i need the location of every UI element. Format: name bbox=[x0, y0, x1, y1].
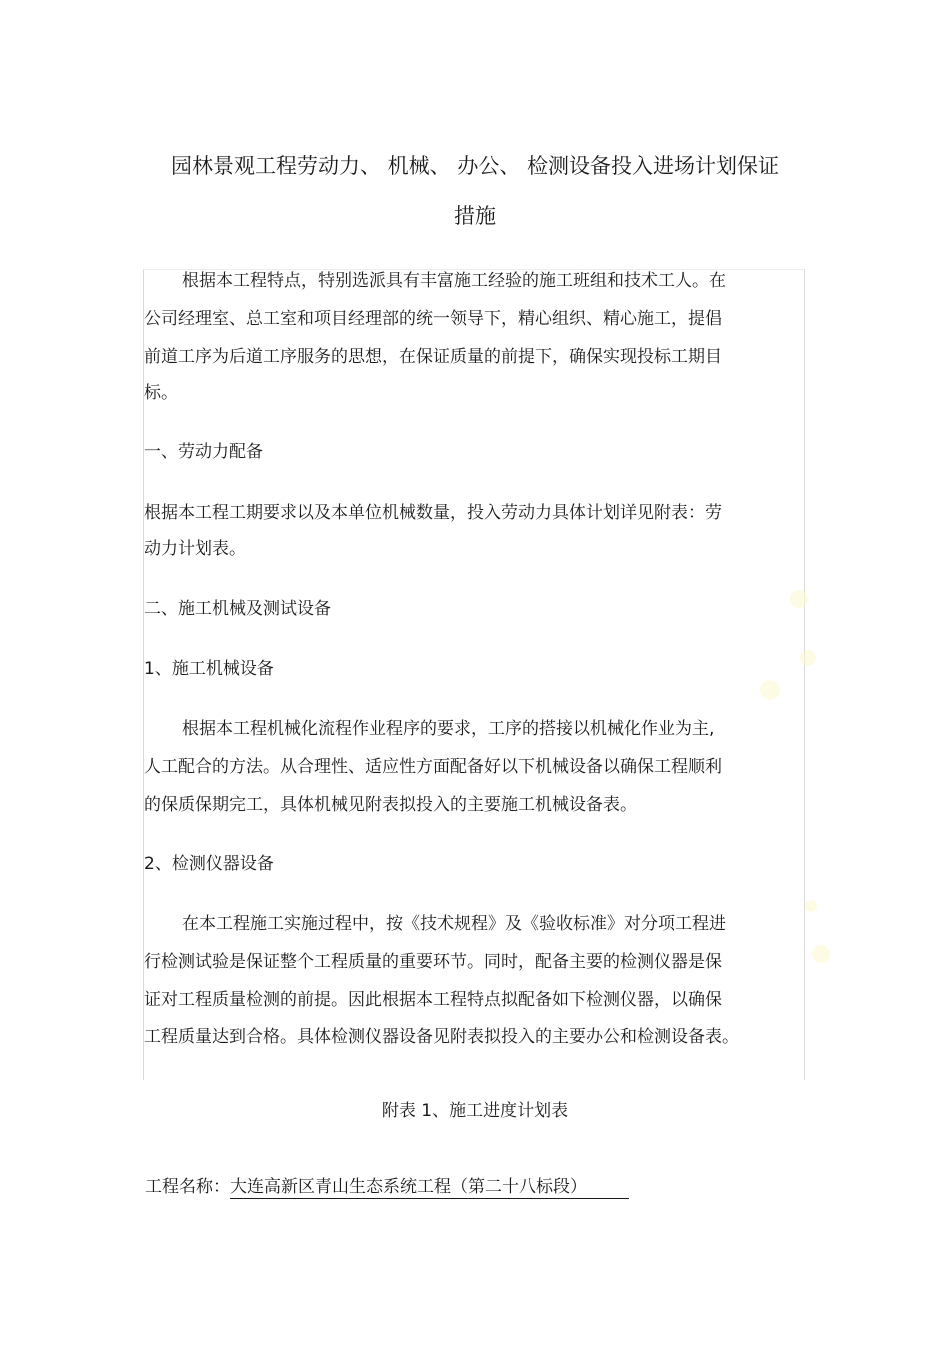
paragraph-line: 行检测试验是保证整个工程质量的重要环节。同时，配备主要的检测仪器是保 bbox=[144, 952, 722, 972]
paragraph-line: 根据本工程特点，特别选派具有丰富施工经验的施工班组和技术工人。在 bbox=[182, 271, 726, 291]
paragraph-line: 证对工程质量检测的前提。因此根据本工程特点拟配备如下检测仪器，以确保 bbox=[144, 990, 722, 1010]
paragraph-line: 公司经理室、总工室和项目经理部的统一领导下，精心组织、精心施工，提倡 bbox=[144, 309, 722, 329]
subsection-heading-machinery: 1、施工机械设备 bbox=[144, 659, 274, 679]
scan-glare bbox=[800, 650, 816, 666]
paragraph-line: 工程质量达到合格。具体检测仪器设备见附表拟投入的主要办公和检测设备表。 bbox=[144, 1027, 739, 1047]
document-title-line-1: 园林景观工程劳动力、 机械、 办公、 检测设备投入进场计划保证 bbox=[170, 154, 780, 178]
paragraph-line: 标。 bbox=[144, 383, 178, 403]
paragraph-line: 动力计划表。 bbox=[144, 539, 246, 559]
project-name-value: 大连高新区青山生态系统工程（第二十八标段） bbox=[230, 1176, 629, 1199]
appendix-title: 附表 1、施工进度计划表 bbox=[381, 1101, 569, 1121]
project-name-label: 工程名称： bbox=[145, 1177, 230, 1197]
scan-glare bbox=[805, 900, 817, 912]
document-title-line-2: 措施 bbox=[454, 204, 496, 228]
paragraph-line: 的保质保期完工，具体机械见附表拟投入的主要施工机械设备表。 bbox=[144, 795, 637, 815]
scan-glare bbox=[760, 680, 780, 700]
subsection-heading-instruments: 2、检测仪器设备 bbox=[144, 854, 274, 874]
scan-glare bbox=[790, 590, 808, 608]
section-heading-labor: 一、劳动力配备 bbox=[144, 442, 263, 462]
project-name-line bbox=[145, 1175, 629, 1199]
paragraph-line: 根据本工程机械化流程作业程序的要求，工序的搭接以机械化作业为主, bbox=[182, 719, 715, 739]
paragraph-line: 前道工序为后道工序服务的思想，在保证质量的前提下，确保实现投标工期目 bbox=[144, 347, 722, 367]
paragraph-line: 根据本工程工期要求以及本单位机械数量，投入劳动力具体计划详见附表：劳 bbox=[144, 503, 722, 523]
scan-glare bbox=[812, 945, 830, 963]
paragraph-line: 在本工程施工实施过程中，按《技术规程》及《验收标准》对分项工程进 bbox=[182, 914, 726, 934]
paragraph-line: 人工配合的方法。从合理性、适应性方面配备好以下机械设备以确保工程顺利 bbox=[144, 757, 722, 777]
section-heading-machinery: 二、施工机械及测试设备 bbox=[144, 599, 331, 619]
